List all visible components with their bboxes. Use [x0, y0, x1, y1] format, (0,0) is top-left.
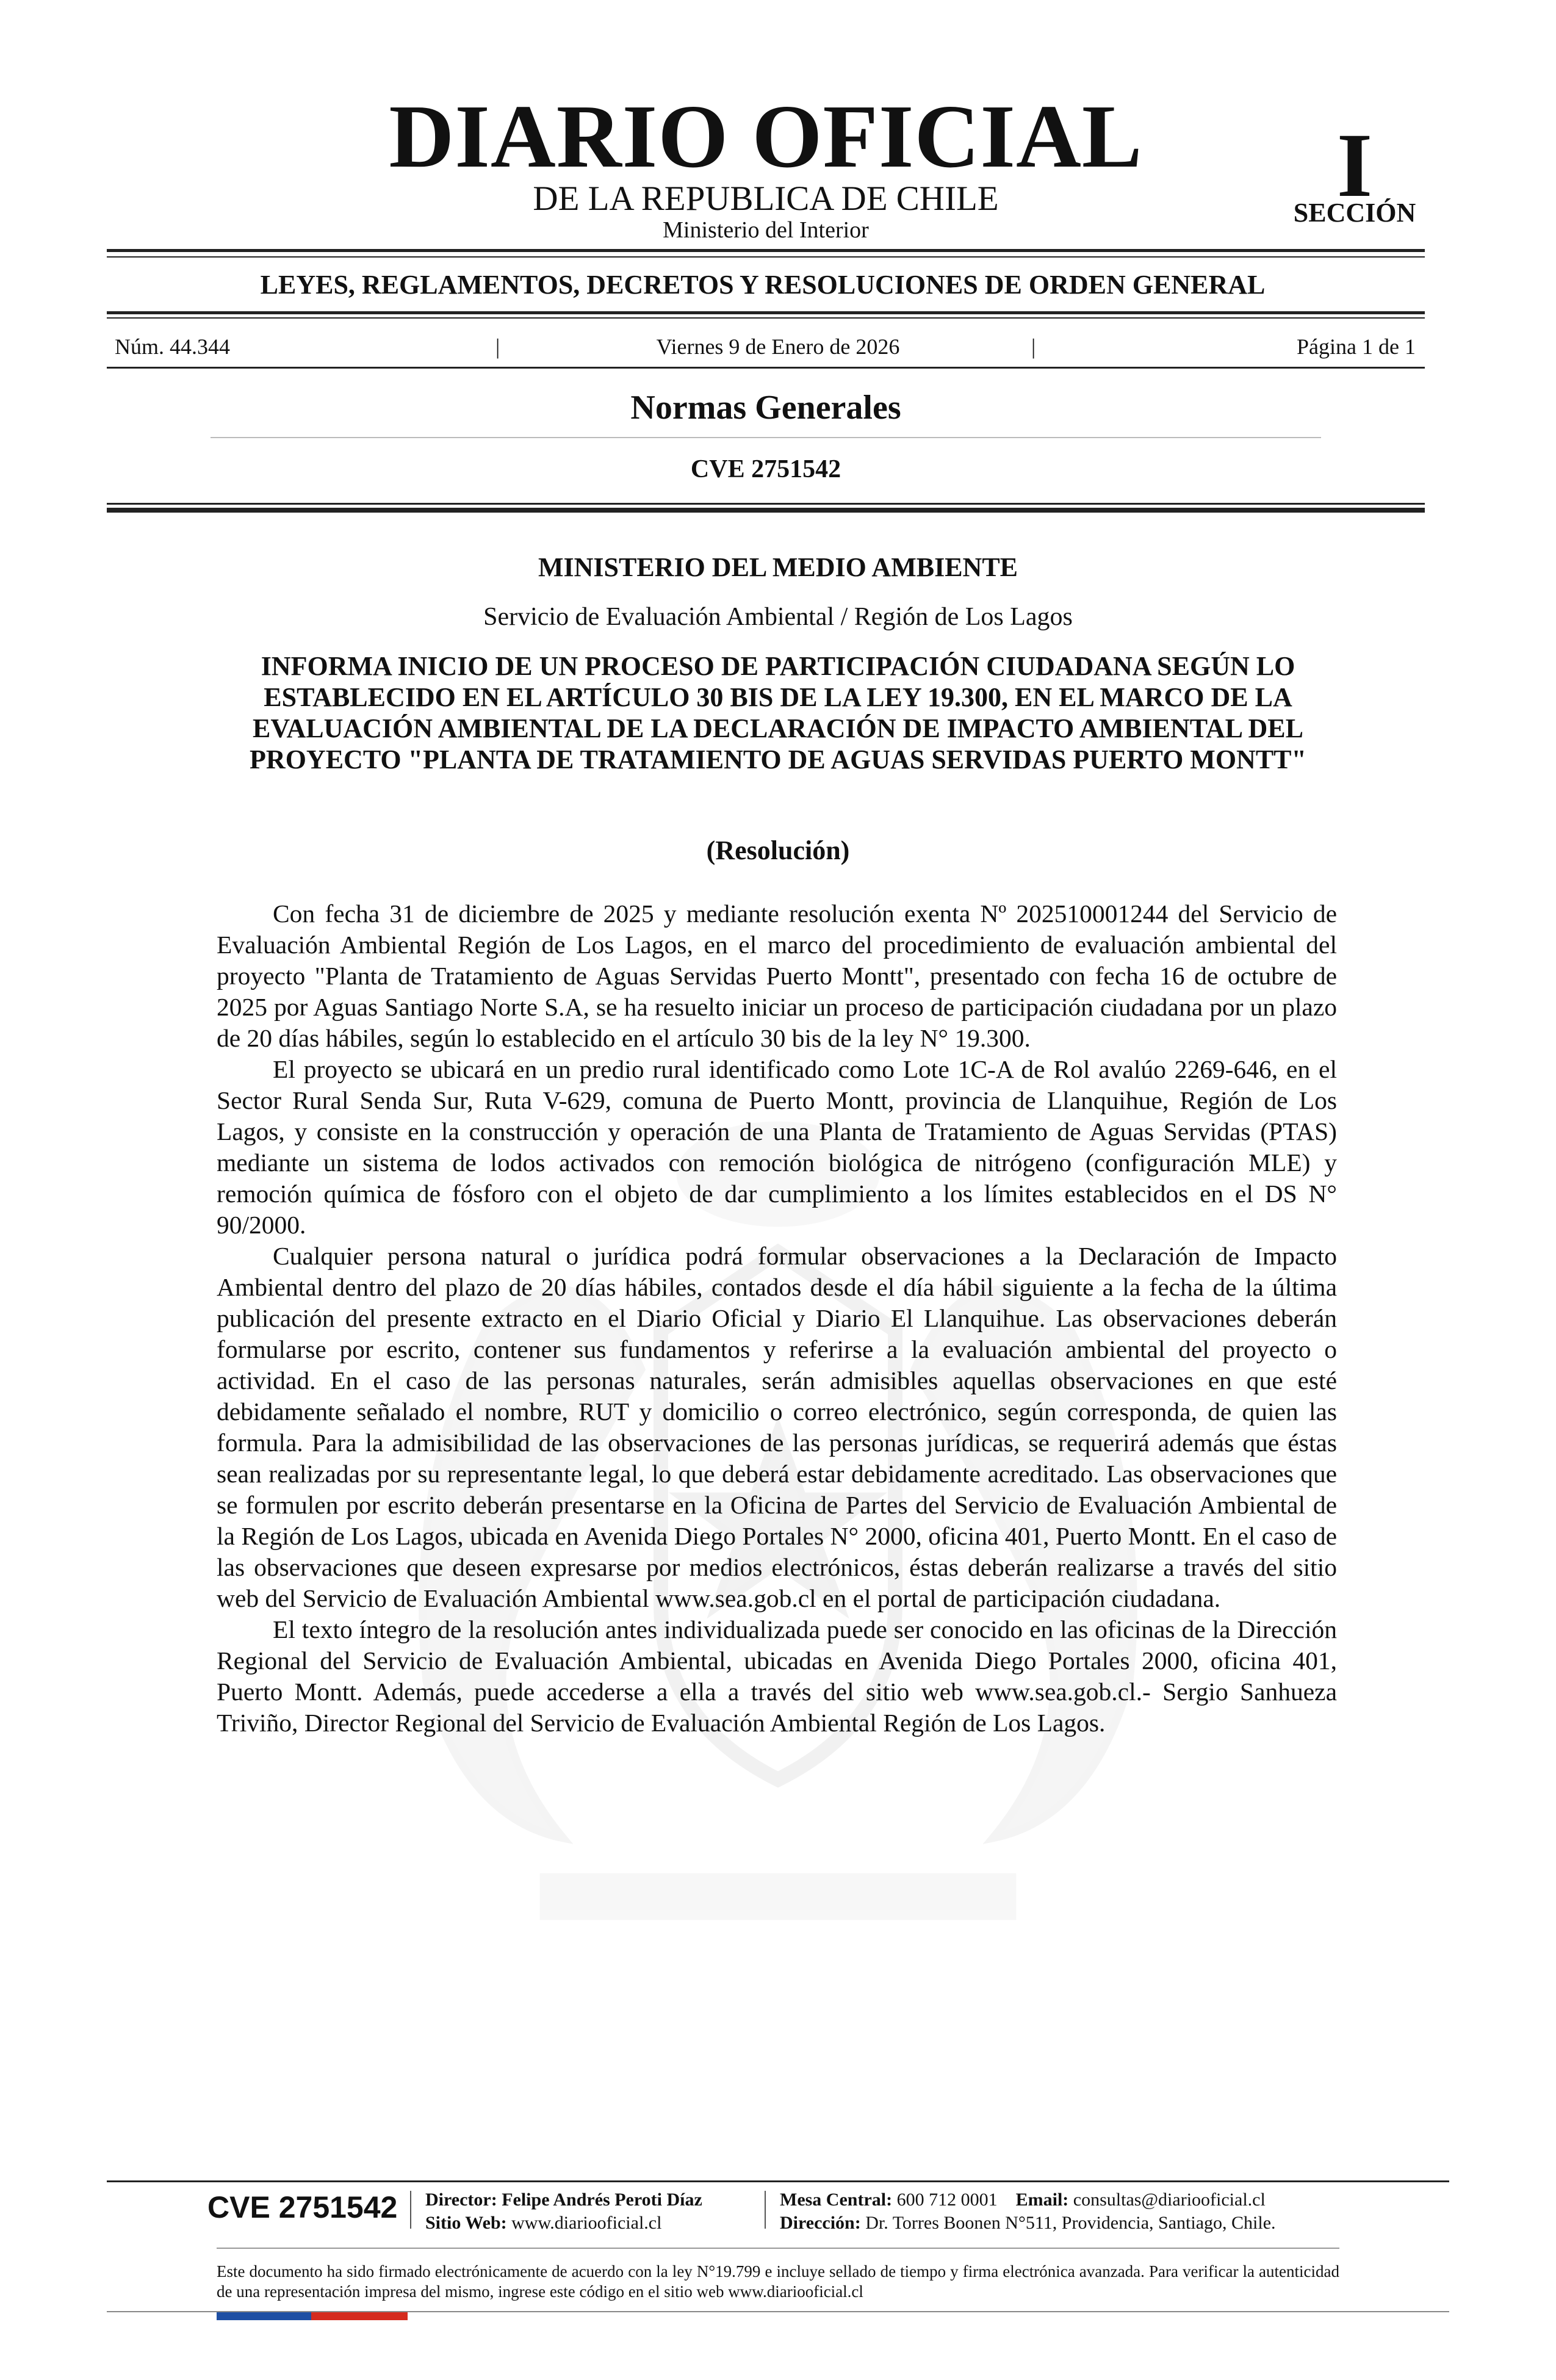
article-paragraph: El proyecto se ubicará en un predio rural identificado como Lote 1C-A de Rol avalúo 2269-646, en el Sector Rural Senda Sur, Ruta V-629, comuna de Puerto Montt, provincia de Llanquihue, Región de Los Lagos, y consiste en la construcción y operación de una Planta de Tratamiento de Aguas Servidas (PTAS) mediante un sistema de lodos activados con remoción biológica de nitrógeno (configuración MLE) y remoción química de fósforo con el objeto de dar cumplimiento a los límites establecidos en el DS N° 90/2000.	[217, 1055, 1337, 1239]
footer-website-label: Sitio Web:	[425, 2213, 507, 2233]
footer-director-block	[425, 2188, 702, 2235]
issue-separator-right: |	[1031, 334, 1036, 359]
flag-stripe-red	[311, 2312, 408, 2320]
article-paragraph: El texto íntegro de la resolución antes individualizada puede ser conocido en las oficinas de la Dirección Regional del Servicio de Evaluación Ambiental, ubicadas en Avenida Diego Portales 2000, oficina 401, Puerto Montt. Además, puede accederse a ella a través del sitio web www.sea.gob.cl.- Sergio Sanhueza Triviño, Director Regional del Servicio de Evaluación Ambiental Región de Los Lagos.	[217, 1615, 1337, 1737]
article-paragraph: Con fecha 31 de diciembre de 2025 y mediante resolución exenta Nº 202510001244 del Servicio de Evaluación Ambiental Región de Los Lagos, en el marco del procedimiento de evaluación ambiental del proyecto "Planta de Tratamiento de Aguas Servidas Puerto Montt", presentado con fecha 16 de octubre de 2025 por Aguas Santiago Norte S.A, se ha resuelto iniciar un proceso de participación ciudadana por un plazo de 20 días hábiles, según lo establecido en el artículo 30 bis de la ley N° 19.300.	[217, 900, 1337, 1052]
masthead-rule-thin	[107, 256, 1425, 258]
article-service: Servicio de Evaluación Ambiental / Región de Los Lagos	[483, 603, 1073, 631]
flag-stripe-blue	[217, 2312, 311, 2320]
category-rule-thin	[107, 317, 1425, 319]
footer-divider-left	[410, 2191, 411, 2229]
category-rule-thick	[107, 311, 1425, 314]
article-paragraph: Cualquier persona natural o jurídica podrá formular observaciones a la Declaración de Impacto Ambiental dentro del plazo de 20 días hábiles, contados desde el día hábil siguiente a la fecha de la última publicación del presente extracto en el Diario Oficial y Diario El Llanquihue. Las observaciones deberán formularse por escrito, contener sus fundamentos y referirse a la evaluación ambiental del proyecto o actividad. En el caso de las personas naturales, serán admisibles aquellas observaciones en que esté debidamente señalado el nombre, RUT y domicilio o correo electrónico, según corresponda, de quien las formula. Para la admisibilidad de las observaciones de las personas jurídicas, se requerirá además que éstas sean realizadas por su representante legal, lo que deberá estar debidamente acreditado. Las observaciones que se formulen por escrito deberán presentarse en la Oficina de Partes del Servicio de Evaluación Ambiental de la Región de Los Lagos, ubicada en Avenida Diego Portales N° 2000, oficina 401, Puerto Montt. En el caso de las observaciones que deseen expresarse por medios electrónicos, éstas deberán realizarse a través del sitio web del Servicio de Evaluación Ambiental www.sea.gob.cl en el portal de participación ciudadana.	[217, 1242, 1337, 1612]
section-number: I	[1336, 115, 1373, 216]
issue-rule	[107, 367, 1425, 369]
footer-email-link[interactable]: consultas@diariooficial.cl	[1073, 2190, 1266, 2210]
footer-director-label: Director:	[425, 2190, 497, 2210]
footer-website-link[interactable]: www.diariooficial.cl	[511, 2213, 662, 2233]
masthead-title: DIARIO OFICIAL	[389, 87, 1143, 187]
masthead-subtitle: DE LA REPUBLICA DE CHILE	[533, 179, 999, 218]
footer-address-label: Dirección:	[780, 2213, 861, 2233]
article-body	[217, 898, 1337, 1739]
masthead-ministry: Ministerio del Interior	[663, 217, 869, 243]
footer-phone: 600 712 0001	[896, 2190, 998, 2210]
section-rule-thin	[107, 503, 1425, 505]
footer-contact-block	[780, 2188, 1276, 2235]
category-title: LEYES, REGLAMENTOS, DECRETOS Y RESOLUCIONES DE ORDEN GENERAL	[260, 270, 1266, 300]
footer-email-label: Email:	[1015, 2190, 1069, 2210]
footer-phone-label: Mesa Central:	[780, 2190, 893, 2210]
article-type: (Resolución)	[706, 835, 850, 865]
article-ministry: MINISTERIO DEL MEDIO AMBIENTE	[538, 552, 1018, 582]
section-cve: CVE 2751542	[690, 455, 841, 483]
section-title: Normas Generales	[630, 389, 901, 427]
issue-page: Página 1 de 1	[1297, 334, 1416, 359]
issue-separator-left: |	[495, 334, 500, 359]
masthead-rule-thick	[107, 249, 1425, 252]
section-label: SECCIÓN	[1293, 198, 1416, 228]
section-rule-thick	[107, 508, 1425, 513]
footer-director: Felipe Andrés Peroti Díaz	[502, 2190, 702, 2210]
footer-divider-right	[765, 2191, 766, 2229]
article-headline: INFORMA INICIO DE UN PROCESO DE PARTICIPACIÓN CIUDADANA SEGÚN LO ESTABLECIDO EN EL ARTÍCULO 30 BIS DE LA LEY 19.300, EN EL MARCO DE LA EVALUACIÓN AMBIENTAL DE LA DECLARACIÓN DE IMPACTO AMBIENTAL DEL PROYECTO "PLANTA DE TRATAMIENTO DE AGUAS SERVIDAS PUERTO MONTT"	[250, 651, 1306, 774]
footer-legal-note: Este documento ha sido firmado electrónicamente de acuerdo con la ley N°19.799 e incluye sellado de tiempo y firma electrónica avanzada. Para verificar la autenticidad de una representación impresa del mismo, ingrese este código en el sitio web www.diariooficial.cl	[217, 2262, 1339, 2301]
issue-date: Viernes 9 de Enero de 2026	[656, 334, 900, 359]
footer-cve: CVE 2751542	[207, 2190, 398, 2224]
footer-address: Dr. Torres Boonen N°511, Providencia, Santiago, Chile.	[865, 2213, 1276, 2233]
issue-number: Núm. 44.344	[115, 334, 230, 359]
section-divider	[211, 437, 1321, 438]
footer-mid-rule	[217, 2248, 1339, 2249]
footer-top-rule	[107, 2180, 1449, 2182]
